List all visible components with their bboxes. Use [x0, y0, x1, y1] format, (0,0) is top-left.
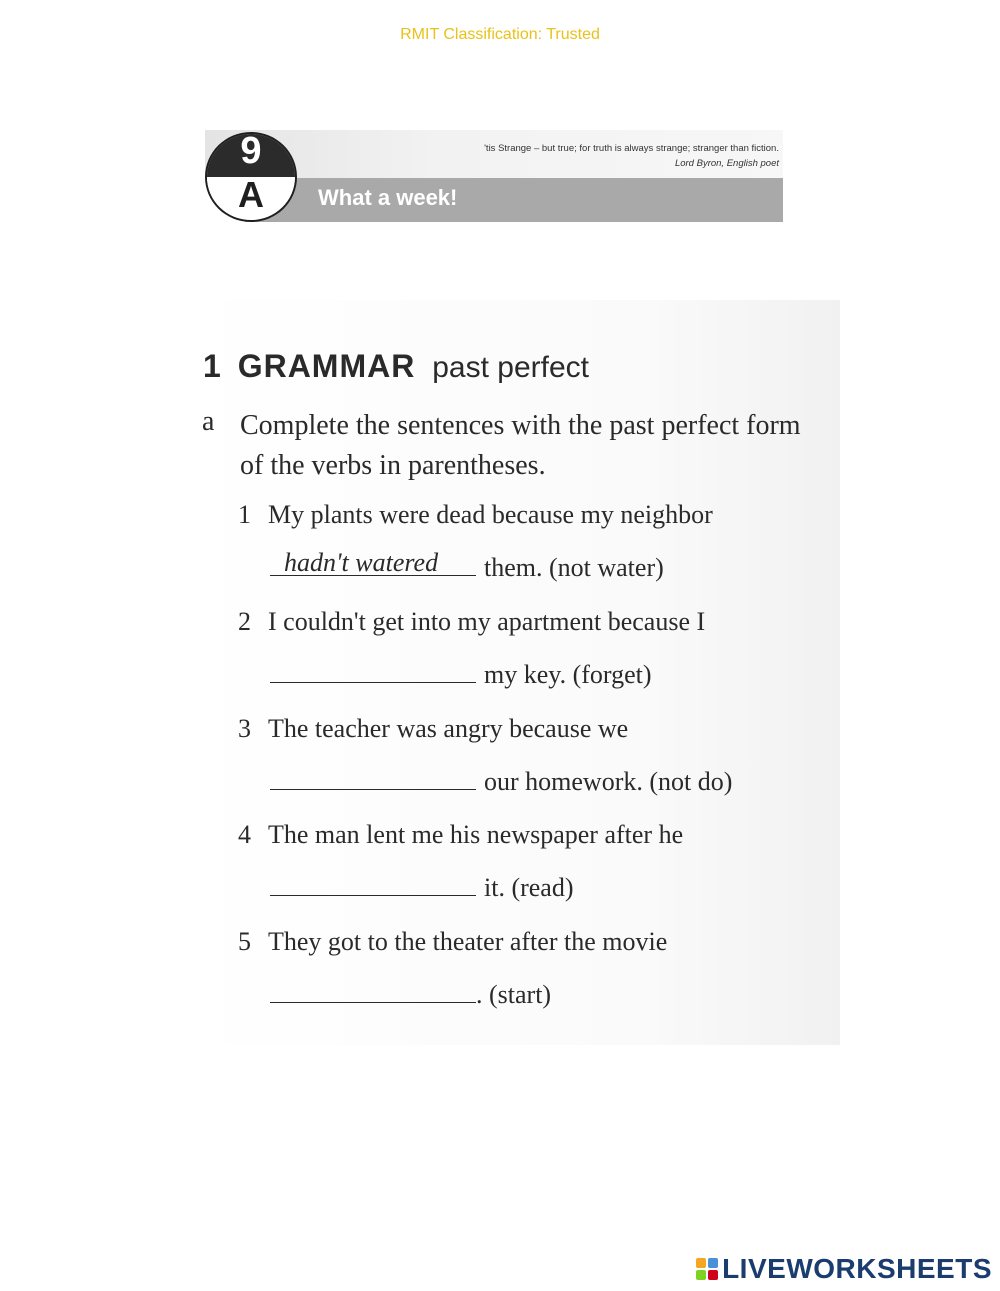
- answer-blank-4[interactable]: [270, 873, 476, 896]
- question-number: 1: [238, 500, 251, 529]
- liveworksheets-logo: [696, 1253, 992, 1285]
- answer-suffix: them. (not water): [484, 553, 664, 582]
- question-text: My plants were dead because my neighbor: [268, 500, 713, 529]
- question-2: [238, 607, 838, 637]
- section-name: GRAMMAR: [237, 348, 416, 384]
- answer-line-1: [270, 548, 664, 583]
- quote-text: 'tis Strange – but true; for truth is always strange; stranger than fiction.: [484, 143, 779, 154]
- answer-line-4: [270, 873, 574, 903]
- question-4: [238, 820, 838, 850]
- unit-badge: [205, 132, 297, 222]
- answer-blank-2[interactable]: [270, 660, 476, 683]
- section-heading: [203, 348, 589, 385]
- question-number: 4: [238, 820, 251, 849]
- question-3: [238, 714, 838, 744]
- question-1: [238, 500, 838, 530]
- unit-title: What a week!: [318, 185, 458, 210]
- answer-suffix: our homework. (not do): [484, 767, 733, 796]
- question-number: 3: [238, 714, 251, 743]
- section-topic: past perfect: [432, 351, 589, 384]
- question-text: The man lent me his newspaper after he: [268, 820, 684, 849]
- answer-suffix: it. (read): [484, 873, 574, 902]
- question-text: The teacher was angry because we: [268, 714, 629, 743]
- answer-line-5: [270, 980, 551, 1010]
- logo-text: LIVEWORKSHEETS: [722, 1253, 992, 1284]
- answer-blank-3[interactable]: [270, 767, 476, 790]
- answer-blank-1[interactable]: [270, 548, 476, 577]
- unit-letter: A: [238, 174, 264, 215]
- answer-suffix: my key. (forget): [484, 660, 652, 689]
- answer-suffix: . (start): [476, 980, 552, 1009]
- unit-quote: [484, 141, 779, 171]
- logo-blocks-icon: [696, 1258, 718, 1280]
- answer-blank-5[interactable]: [270, 980, 476, 1003]
- classification-label: RMIT Classification: Trusted: [400, 26, 600, 43]
- example-answer: hadn't watered: [284, 548, 439, 577]
- instruction-text: Complete the sentences with the past perfect form of the verbs in parentheses.: [240, 410, 801, 481]
- question-5: [238, 927, 838, 957]
- question-number: 2: [238, 607, 251, 636]
- unit-banner: [205, 130, 783, 224]
- question-number: 5: [238, 927, 251, 956]
- question-text: They got to the theater after the movie: [268, 927, 668, 956]
- unit-number: 9: [240, 132, 262, 172]
- answer-line-2: [270, 660, 652, 690]
- question-text: I couldn't get into my apartment because I: [268, 607, 706, 636]
- instruction-letter: a: [202, 406, 215, 437]
- section-number: 1: [203, 348, 221, 384]
- quote-author: Lord Byron, English poet: [674, 158, 779, 169]
- answer-line-3: [270, 767, 732, 797]
